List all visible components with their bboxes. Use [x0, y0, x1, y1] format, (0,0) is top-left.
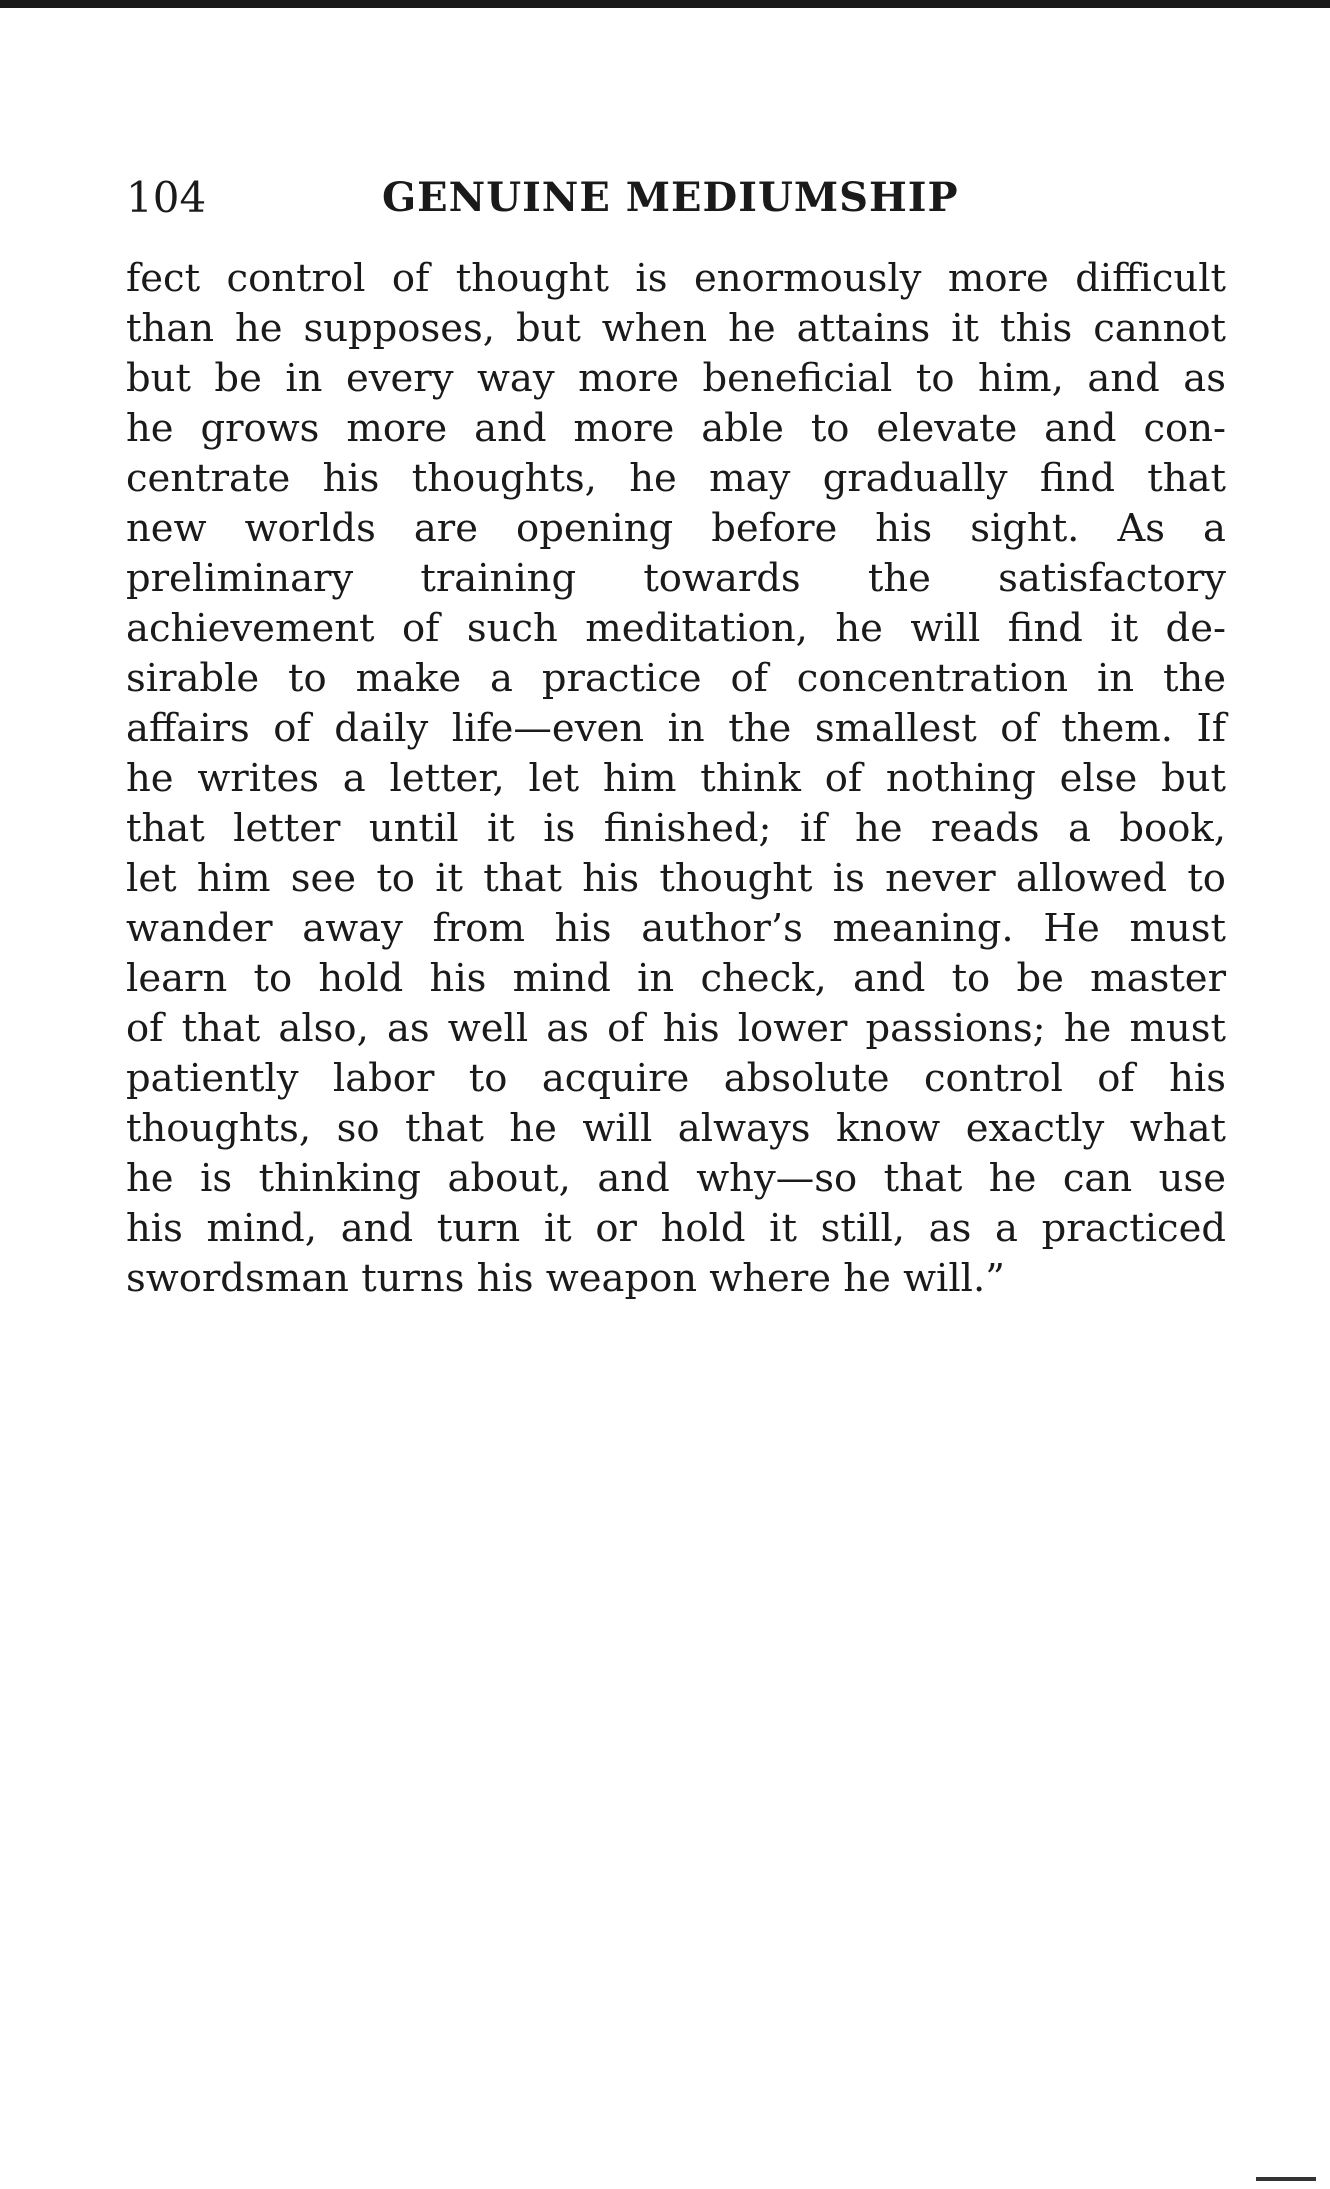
page-number: 104 [126, 173, 207, 222]
text-line: he is thinking about, and why—so that he can use [126, 1156, 1226, 1201]
text-line: swordsman turns his weapon where he will.” [126, 1256, 1005, 1301]
text-line: wander away from his author’s meaning. He must [126, 906, 1226, 951]
text-line: sirable to make a practice of concentration in the [126, 656, 1226, 701]
text-line: learn to hold his mind in check, and to be master [126, 956, 1226, 1001]
scan-edge-mark [1256, 2177, 1316, 2181]
text-line: let him see to it that his thought is never allowed to [126, 856, 1226, 901]
text-line: centrate his thoughts, he may gradually find that [126, 456, 1226, 501]
text-line: than he supposes, but when he attains it this cannot [126, 306, 1226, 351]
running-title: GENUINE MEDIUMSHIP [382, 174, 959, 221]
text-line: but be in every way more beneficial to him, and as [126, 356, 1226, 401]
text-line: patiently labor to acquire absolute control of his [126, 1056, 1226, 1101]
text-line: that letter until it is finished; if he reads a book, [126, 806, 1226, 851]
text-line: affairs of daily life—even in the smallest of them. If [126, 706, 1226, 751]
text-line: his mind, and turn it or hold it still, as a practiced [126, 1206, 1226, 1251]
page-header [126, 168, 1226, 228]
text-line: he grows more and more able to elevate and con- [126, 406, 1226, 451]
text-line: of that also, as well as of his lower passions; he must [126, 1006, 1226, 1051]
body-paragraph [126, 254, 1226, 1304]
text-line: he writes a letter, let him think of nothing else but [126, 756, 1226, 801]
text-line: thoughts, so that he will always know exactly what [126, 1106, 1226, 1151]
text-line: preliminary training towards the satisfactory [126, 556, 1226, 601]
text-line: fect control of thought is enormously more difficult [126, 256, 1226, 301]
text-line: new worlds are opening before his sight. As a [126, 506, 1226, 551]
top-border-rule [0, 0, 1330, 8]
text-line: achievement of such meditation, he will find it de- [126, 606, 1226, 651]
